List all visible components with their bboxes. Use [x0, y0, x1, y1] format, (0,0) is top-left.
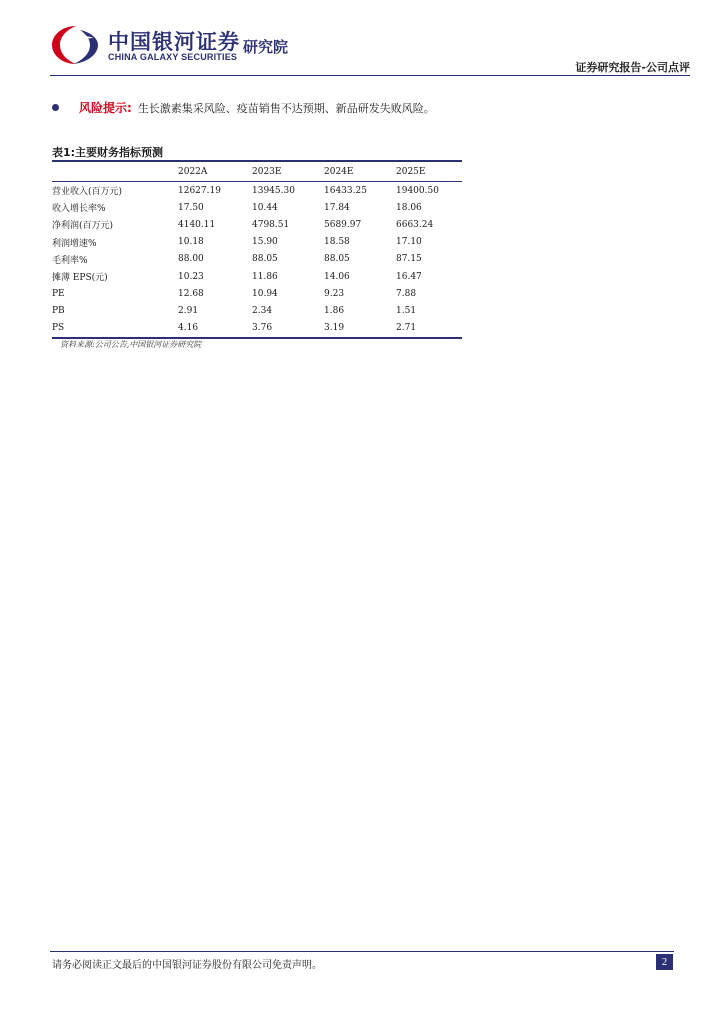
table-cell: 9.23 [324, 288, 345, 299]
table-cell: 17.84 [324, 202, 350, 213]
table-cell: 1.86 [324, 305, 345, 316]
table-cell: 19400.50 [396, 185, 439, 196]
table-cell: 5689.97 [324, 219, 362, 230]
table-cell: 3.76 [252, 323, 273, 334]
table-cell: 10.44 [252, 202, 278, 213]
brand-institute: 研究院 [243, 38, 289, 56]
risk-text: 生长激素集采风险、疫苗销售不达预期、新品研发失败风险。 [137, 101, 435, 115]
row-label: 摊薄 EPS(元) [52, 273, 108, 284]
table-cell: 88.05 [252, 254, 278, 265]
table-row [52, 302, 462, 319]
footer-divider [50, 951, 674, 952]
row-label: 收入增长率% [52, 204, 106, 215]
table-header-cell: 2023E [252, 166, 282, 177]
table-cell: 1.51 [396, 305, 417, 316]
financial-forecast-table [52, 160, 462, 339]
table-cell: 11.86 [252, 271, 278, 282]
table-header-cell [52, 161, 178, 182]
table-cell: 12627.19 [178, 185, 221, 196]
brand-name-en: CHINA GALAXY SECURITIES [108, 52, 238, 62]
table-header-row [52, 161, 462, 182]
table-title: 表1:主要财务指标预测 [52, 146, 164, 159]
table-cell: 10.94 [252, 288, 278, 299]
report-type: 证券研究报告-公司点评 [575, 61, 690, 74]
table-row [52, 216, 462, 233]
row-label: 净利润(百万元) [52, 221, 114, 232]
row-label: PS [52, 323, 65, 334]
header-divider [50, 75, 690, 76]
table-cell: 87.15 [396, 254, 422, 265]
table-header-cell: 2024E [324, 166, 354, 177]
table-cell: 10.23 [178, 271, 204, 282]
table-cell: 17.10 [396, 237, 422, 248]
row-label: PB [52, 305, 65, 316]
table-row [52, 251, 462, 268]
row-label: PE [52, 288, 65, 299]
table-source-note: 资料来源:公司公告,中国银河证券研究院 [60, 340, 202, 349]
table-cell: 7.88 [396, 288, 417, 299]
table-cell: 18.06 [396, 202, 422, 213]
table-cell: 3.19 [324, 323, 345, 334]
table-header-cell: 2022A [178, 166, 208, 177]
page-number: 2 [656, 954, 673, 970]
table-row [52, 285, 462, 302]
table-cell: 2.34 [252, 305, 273, 316]
table-row [52, 234, 462, 251]
table-cell: 13945.30 [252, 185, 295, 196]
table-header-cell: 2025E [396, 166, 426, 177]
row-label: 利润增速% [52, 238, 97, 249]
table-cell: 4140.11 [178, 219, 216, 230]
table-cell: 12.68 [178, 288, 204, 299]
table-cell: 16433.25 [324, 185, 367, 196]
table-cell: 14.06 [324, 271, 350, 282]
table-row [52, 199, 462, 216]
table-cell: 2.91 [178, 305, 199, 316]
brand-name-cn: 中国银河证券 [108, 30, 240, 54]
table-cell: 88.00 [178, 254, 204, 265]
bullet-icon [52, 104, 59, 111]
table-cell: 4798.51 [252, 219, 290, 230]
table-row [52, 320, 462, 338]
footer-disclaimer: 请务必阅读正文最后的中国银河证券股份有限公司免责声明。 [52, 960, 322, 971]
table-row [52, 182, 462, 200]
table-cell: 17.50 [178, 202, 204, 213]
table-cell: 18.58 [324, 237, 350, 248]
row-label: 毛利率% [52, 255, 88, 266]
table-cell: 6663.24 [396, 219, 434, 230]
table-cell: 88.05 [324, 254, 350, 265]
table-cell: 10.18 [178, 237, 204, 248]
table-cell: 4.16 [178, 323, 199, 334]
risk-tip [52, 99, 435, 116]
galaxy-logo-icon [50, 24, 102, 66]
table-cell: 15.90 [252, 237, 278, 248]
table-cell: 16.47 [396, 271, 422, 282]
table-cell: 2.71 [396, 323, 417, 334]
row-label: 营业收入(百万元) [52, 187, 123, 198]
table-row [52, 268, 462, 285]
risk-label: 风险提示: [79, 101, 132, 115]
